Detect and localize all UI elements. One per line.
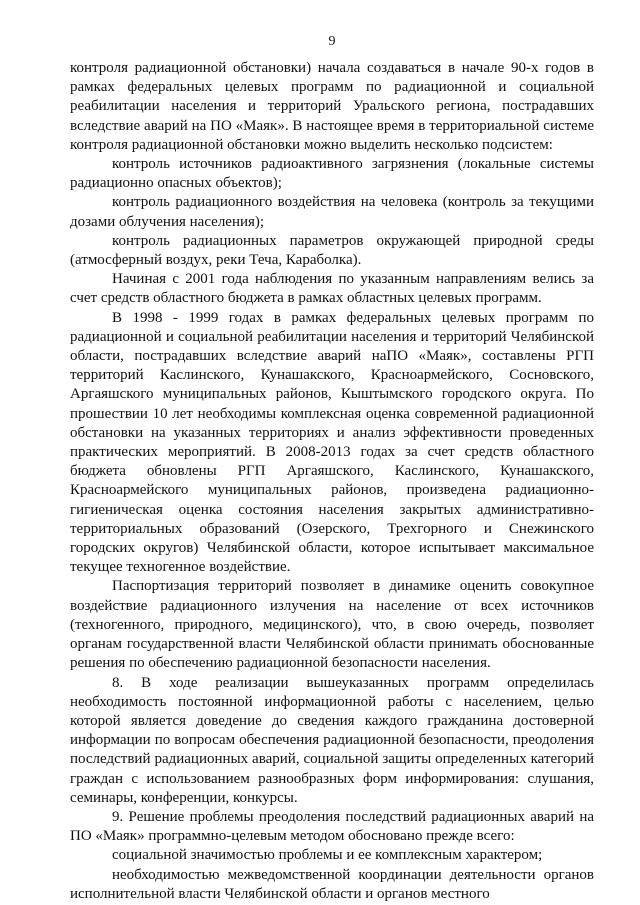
paragraph-interagency-coordination: необходимостью межведомственной координации деятельности органов исполнительной власти Челябинской области и органов местного: [70, 866, 594, 902]
paragraph-item-8: 8. В ходе реализации вышеуказанных программ определилась необходимость постоянной информационной работы с населением, целью которой является доведение до сведения каждого гражданина достоверной информации по вопросам обеспечения радиационной безопасности, преодоления последствий радиационных аварий, социальной защиты определенных категорий граждан с использованием разнообразных форм информирования: слушания, семинары, конференции, конкурсы.: [70, 674, 594, 806]
paragraph-subsystem-environment: контроль радиационных параметров окружающей природной среды (атмосферный воздух, реки Теча, Караболка).: [70, 232, 594, 269]
paragraph-social-significance: социальной значимостью проблемы и ее комплексным характером;: [112, 847, 543, 864]
page-number: 9: [328, 34, 336, 49]
paragraph-passportization: Паспортизация территорий позволяет в динамике оценить совокупное воздействие радиационного излучения на население от всех источников (техногенного, природного, медицинского), что, в свою очередь, позволяет органам государственной власти Челябинской области принимать обоснованные решения по обеспечению радиационной безопасности населения.: [70, 578, 594, 672]
paragraph-subsystem-sources: контроль источников радиоактивного загрязнения (локальные системы радиационно опасных объектов);: [70, 156, 594, 192]
paragraph-subsystem-human-exposure: контроль радиационного воздействия на человека (контроль за текущими дозами облучения населения);: [70, 194, 594, 230]
paragraph-rgp-passports: В 1998 - 1999 годах в рамках федеральных целевых программ по радиационной и социальной реабилитации населения и территорий Челябинской области, пострадавших вследствие аварий наПО «Маяк», составлены РГП территорий Каслинского, Кунашакского, Красноармейского, Сосновского, Аргаяшского муниципальных районов, Кыштымского городского округа. По прошествии 10 лет необходимы комплексная оценка современной радиационной обстановки на указанных территориях и анализ эффективности проведенных практических мероприятий. В 2008-2013 годах за счет средств областного бюджета обновлены РГП Аргаяшского, Каслинского, Кунашакского, Красноармейского муниципальных районов, произведена радиационно-гигиеническая оценка состояния населения закрытых административно-территориальных образований (Озерского, Трехгорного и Снежинского городских округов) Челябинской области, которое испытывает максимальное текущее техногенное воздействие.: [70, 309, 594, 576]
paragraph-regional-budget: Начиная с 2001 года наблюдения по указанным направлениям велись за счет средств областного бюджета в рамках областных целевых программ.: [70, 271, 594, 307]
paragraph-continuation-subsystems: контроля радиационной обстановки) начала создаваться в начале 90-х годов в рамках федеральных целевых программ по радиационной и социальной реабилитации населения и территорий Уральского региона, пострадавших вследствие аварий на ПО «Маяк». В настоящее время в территориальной системе контроля радиационной обстановки можно выделить несколько подсистем:: [70, 60, 594, 153]
paragraph-item-9: 9. Решение проблемы преодоления последствий радиационных аварий на ПО «Маяк» программно-целевым методом обосновано прежде всего:: [70, 808, 594, 845]
